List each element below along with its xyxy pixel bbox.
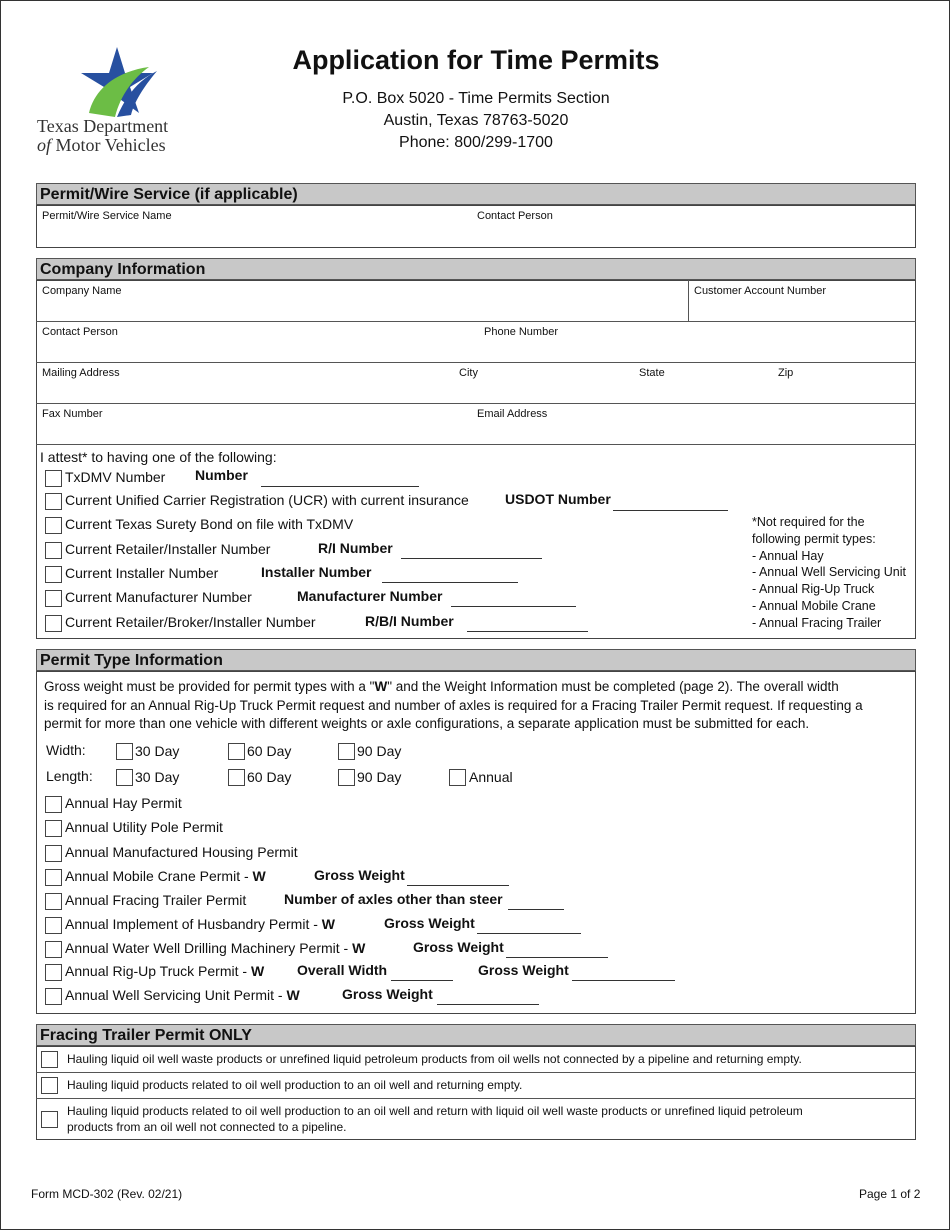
length-30-label: 30 Day: [135, 769, 180, 785]
divider: [36, 321, 916, 322]
fracing-option-2-checkbox[interactable]: [41, 1077, 58, 1094]
utility-pole-label: Annual Utility Pole Permit: [65, 819, 223, 835]
manufacturer-line[interactable]: [451, 606, 576, 607]
husbandry-gross-weight-label: Gross Weight: [384, 915, 475, 931]
well-servicing-checkbox[interactable]: [45, 988, 62, 1005]
water-well-gross-weight-line[interactable]: [506, 957, 608, 958]
rig-up-overall-width-line[interactable]: [391, 980, 453, 981]
installer-line[interactable]: [382, 582, 518, 583]
note-line: - Annual Mobile Crane: [752, 598, 876, 613]
manufactured-housing-checkbox[interactable]: [45, 845, 62, 862]
form-number: Form MCD-302 (Rev. 02/21): [31, 1187, 183, 1201]
attest-checkbox-ucr[interactable]: [45, 493, 62, 510]
phone-line: Phone: 800/299-1700: [399, 134, 553, 151]
wire-service-heading: Permit/Wire Service (if applicable): [36, 183, 916, 205]
husbandry-label: Annual Implement of Husbandry Permit - W: [65, 916, 335, 932]
fracing-option-1-label: Hauling liquid oil well waste products or unrefined liquid petroleum products from oil wells not connected by a pipeline and returning empty.: [67, 1052, 802, 1066]
fracing-option-3-line-1: Hauling liquid products related to oil well production to an oil well and return with liquid oil well waste products or unrefined liquid petroleum: [67, 1104, 803, 1118]
divider: [36, 444, 916, 445]
rig-up-gross-weight-line[interactable]: [572, 980, 675, 981]
length-60-label: 60 Day: [247, 769, 292, 785]
width-label: Width:: [46, 742, 86, 758]
zip-label: Zip: [778, 367, 794, 379]
fracing-trailer-checkbox[interactable]: [45, 893, 62, 910]
attest-checkbox-surety[interactable]: [45, 517, 62, 534]
axles-label: Number of axles other than steer: [284, 891, 503, 907]
ri-line[interactable]: [401, 558, 542, 559]
wire-service-name-label: Permit/Wire Service Name: [42, 210, 172, 222]
attest-checkbox-manufacturer[interactable]: [45, 590, 62, 607]
logo-line-1: Texas Department: [37, 116, 169, 136]
divider: [36, 1098, 916, 1099]
attest-label-surety: Current Texas Surety Bond on file with TxDMV: [65, 516, 354, 532]
mobile-crane-gross-weight-line[interactable]: [407, 885, 509, 886]
water-well-label: Annual Water Well Drilling Machinery Permit - W: [65, 940, 366, 956]
logo-line-2: of Motor Vehicles: [37, 135, 166, 155]
attest-field-number: Number: [195, 467, 248, 483]
email-address-label: Email Address: [477, 408, 548, 420]
fracing-option-2-label: Hauling liquid products related to oil well production to an oil well and returning empty.: [67, 1078, 523, 1092]
axles-line[interactable]: [508, 909, 564, 910]
width-30-label: 30 Day: [135, 743, 180, 759]
attest-field-ri: R/I Number: [318, 540, 393, 556]
divider: [36, 403, 916, 404]
fracing-option-3-checkbox[interactable]: [41, 1111, 58, 1128]
length-60-checkbox[interactable]: [228, 769, 245, 786]
note-line: - Annual Rig-Up Truck: [752, 582, 875, 597]
note-line: *Not required for the: [752, 515, 865, 529]
fracing-option-3-label: [67, 1103, 803, 1135]
attest-label-txdmv: TxDMV Number: [65, 469, 166, 485]
length-30-checkbox[interactable]: [116, 769, 133, 786]
attest-checkbox-txdmv[interactable]: [45, 470, 62, 487]
divider: [36, 1072, 916, 1073]
fracing-option-1-checkbox[interactable]: [41, 1051, 58, 1068]
mobile-crane-gross-weight-label: Gross Weight: [314, 867, 405, 883]
address-line-1: P.O. Box 5020 - Time Permits Section: [342, 90, 610, 107]
attest-label-rbi: Current Retailer/Broker/Installer Number: [65, 614, 316, 630]
attest-field-usdot: USDOT Number: [505, 491, 611, 507]
mobile-crane-checkbox[interactable]: [45, 869, 62, 886]
number-line[interactable]: [261, 486, 419, 487]
attest-label-ri: Current Retailer/Installer Number: [65, 541, 271, 557]
fracing-option-3-line-2: products from an oil well not connected to a pipeline.: [67, 1120, 347, 1134]
fax-number-label: Fax Number: [42, 408, 103, 420]
husbandry-checkbox[interactable]: [45, 917, 62, 934]
attest-checkbox-ri[interactable]: [45, 542, 62, 559]
manufactured-housing-label: Annual Manufactured Housing Permit: [65, 844, 298, 860]
note-line: - Annual Hay: [752, 548, 824, 563]
page-title: Application for Time Permits: [292, 45, 660, 75]
water-well-checkbox[interactable]: [45, 941, 62, 958]
attest-label-ucr: Current Unified Carrier Registration (UCR) with current insurance: [65, 492, 469, 508]
well-servicing-gross-weight-label: Gross Weight: [342, 986, 433, 1002]
phone-number-label: Phone Number: [484, 326, 558, 338]
length-label: Length:: [46, 768, 93, 784]
city-label: City: [459, 367, 478, 379]
instructions-line-1: Gross weight must be provided for permit types with a "W" and the Weight Information must be completed (page 2). The overall width: [44, 679, 839, 694]
fracing-heading: Fracing Trailer Permit ONLY: [36, 1024, 916, 1046]
length-90-label: 90 Day: [357, 769, 402, 785]
width-60-checkbox[interactable]: [228, 743, 245, 760]
attest-intro: I attest* to having one of the following:: [40, 449, 277, 465]
rig-up-label: Annual Rig-Up Truck Permit - W: [65, 963, 265, 979]
width-90-checkbox[interactable]: [338, 743, 355, 760]
attest-field-manufacturer: Manufacturer Number: [297, 588, 443, 604]
permit-instructions: [44, 678, 914, 734]
attest-checkbox-installer[interactable]: [45, 566, 62, 583]
attest-label-installer: Current Installer Number: [65, 565, 219, 581]
mailing-address-label: Mailing Address: [42, 367, 120, 379]
attest-field-installer: Installer Number: [261, 564, 372, 580]
width-60-label: 60 Day: [247, 743, 292, 759]
well-servicing-gross-weight-line[interactable]: [437, 1004, 539, 1005]
rig-up-checkbox[interactable]: [45, 964, 62, 981]
length-annual-checkbox[interactable]: [449, 769, 466, 786]
rig-up-overall-width-label: Overall Width: [297, 962, 388, 978]
contact-person-label: Contact Person: [42, 326, 118, 338]
instructions-line-2: is required for an Annual Rig-Up Truck Permit request and number of axles is required for a Fracing Trailer Permit request. If requesting a: [44, 697, 863, 713]
address-line-2: Austin, Texas 78763-5020: [383, 112, 569, 129]
annual-hay-label: Annual Hay Permit: [65, 795, 182, 811]
account-number-label: Customer Account Number: [694, 285, 827, 297]
attest-label-manufacturer: Current Manufacturer Number: [65, 589, 252, 605]
company-heading: Company Information: [36, 258, 916, 280]
attest-field-rbi: R/B/I Number: [365, 613, 454, 629]
usdot-line[interactable]: [613, 510, 728, 511]
husbandry-gross-weight-line[interactable]: [477, 933, 581, 934]
instructions-line-3: permit for more than one vehicle with different weights or axle configurations, a separate application must be submitted for each.: [44, 716, 810, 731]
divider: [688, 280, 689, 322]
state-label: State: [639, 367, 665, 379]
length-annual-label: Annual: [469, 769, 513, 785]
annual-hay-checkbox[interactable]: [45, 796, 62, 813]
fracing-trailer-label: Annual Fracing Trailer Permit: [65, 892, 247, 908]
attest-checkbox-rbi[interactable]: [45, 615, 62, 632]
page-number: Page 1 of 2: [859, 1187, 921, 1201]
note-line: - Annual Fracing Trailer: [752, 615, 882, 630]
note-line: - Annual Well Servicing Unit: [752, 565, 907, 580]
rbi-line[interactable]: [467, 631, 588, 632]
width-90-label: 90 Day: [357, 743, 402, 759]
water-well-gross-weight-label: Gross Weight: [413, 939, 504, 955]
rig-up-gross-weight-label: Gross Weight: [478, 962, 569, 978]
company-name-label: Company Name: [42, 285, 122, 297]
note-line: following permit types:: [752, 531, 876, 546]
wire-service-contact-label: Contact Person: [477, 210, 553, 222]
exemption-note: [752, 514, 906, 632]
length-90-checkbox[interactable]: [338, 769, 355, 786]
mobile-crane-label: Annual Mobile Crane Permit - W: [65, 868, 266, 884]
well-servicing-label: Annual Well Servicing Unit Permit - W: [65, 987, 300, 1003]
width-30-checkbox[interactable]: [116, 743, 133, 760]
utility-pole-checkbox[interactable]: [45, 820, 62, 837]
permit-type-heading: Permit Type Information: [36, 649, 916, 671]
divider: [36, 362, 916, 363]
